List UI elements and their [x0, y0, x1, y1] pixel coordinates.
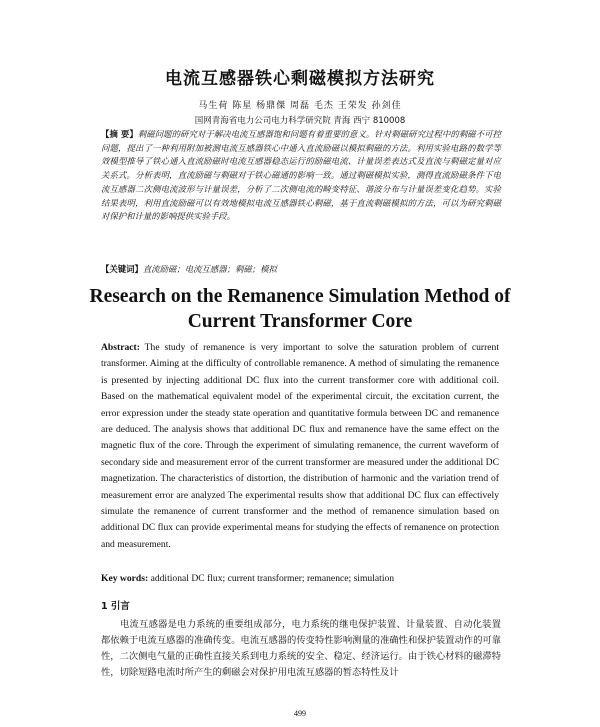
chinese-title: 电流互感器铁心剩磁模拟方法研究: [165, 69, 435, 89]
english-abstract: [101, 340, 499, 553]
section-heading: 1 引言: [101, 601, 130, 612]
english-keywords: [101, 573, 501, 584]
chinese-abstract-label: 【摘 要】: [101, 129, 138, 139]
chinese-keywords-text: 直流励磁；电流互感器；剩磁；模拟: [142, 264, 277, 274]
english-title: Research on the Remanence Simulation Method of Current Transformer Core: [89, 286, 511, 332]
english-keywords-text: additional DC flux; current transformer; remanence; simulation: [150, 573, 395, 584]
chinese-abstract: [101, 128, 501, 224]
english-abstract-label: Abstract:: [101, 342, 140, 353]
affiliation: 国网青海省电力公司电力科学研究院 青海 西宁 810008: [194, 116, 406, 126]
section-body: 电流互感器是电力系统的重要组成部分，电力系统的继电保护装置、计量装置、自动化装置都依赖于电流互感器的准确传变。电流互感器的传变特性影响测量的准确性和保护装置动作的可靠性，二次侧电气量的正确性直接关系到电力系统的安全、稳定、经济运行。由于铁心材料的磁滞特性，切除短路电流时所产生的剩磁会对保护用电流互感器的暂态特性及计: [101, 619, 501, 678]
chinese-keywords: [101, 263, 501, 275]
page-number: 499: [294, 709, 306, 718]
author-list: 马生荷 陈星 杨鼎傑 周磊 毛杰 王荣发 孙剑佳: [198, 101, 402, 111]
english-abstract-text: The study of remanence is very important to solve the saturation problem of current transformer. Aiming at the difficulty of controllable remanence. A method of simulating the remanence is presented by injecting additional DC flux into the current transformer core with additional coil. Based on the mathematical equivalent model of the experimental circuit, the excitation current, the error expression under the steady state operation and quantitative formula between DC and remanence are deduced. The analysis shows that additional DC flux and remanence have the same effect on the magnetic flux of the core. Through the experiment of simulating remanence, the current waveform of secondary side and measurement error of the current transformer are measured under the additional DC magnetization. The characteristics of distortion, the distribution of harmonic and the variation trend of measurement error are analyzed The experimental results show that additional DC flux can effectively simulate the remanence of current transformer and the method of remanence simulation based on additional DC flux can provide experimental means for studying the effects of remanence on protection and measurement.: [101, 342, 499, 550]
chinese-keywords-label: 【关键词】: [101, 264, 143, 274]
english-keywords-label: Key words:: [101, 573, 149, 584]
chinese-abstract-text: 剩磁问题的研究对于解决电流互感器饱和问题有着重要的意义。针对剩磁研究过程中的剩磁不可控问题，提出了一种利用附加被测电流互感器铁心中通入直流励磁以模拟剩磁的方法。利用实验电路的数学等效模型推导了铁心通入直流励磁时电流互感器稳态运行的励磁电流、计量误差表达式及直流与剩磁定量对应关系式。分析表明，直流励磁与剩磁对于铁心磁通的影响一致。通过剩磁模拟实验，测得直流励磁条件下电流互感器二次侧电流波形与计量误差，分析了二次侧电流的畸变特征、谐波分布与计量误差变化趋势。实验结果表明，利用直流励磁可以有效地模拟电流互感器铁心剩磁，基于直流剩磁模拟的方法，可以为研究剩磁对保护和计量的影响提供实验手段。: [101, 129, 502, 222]
